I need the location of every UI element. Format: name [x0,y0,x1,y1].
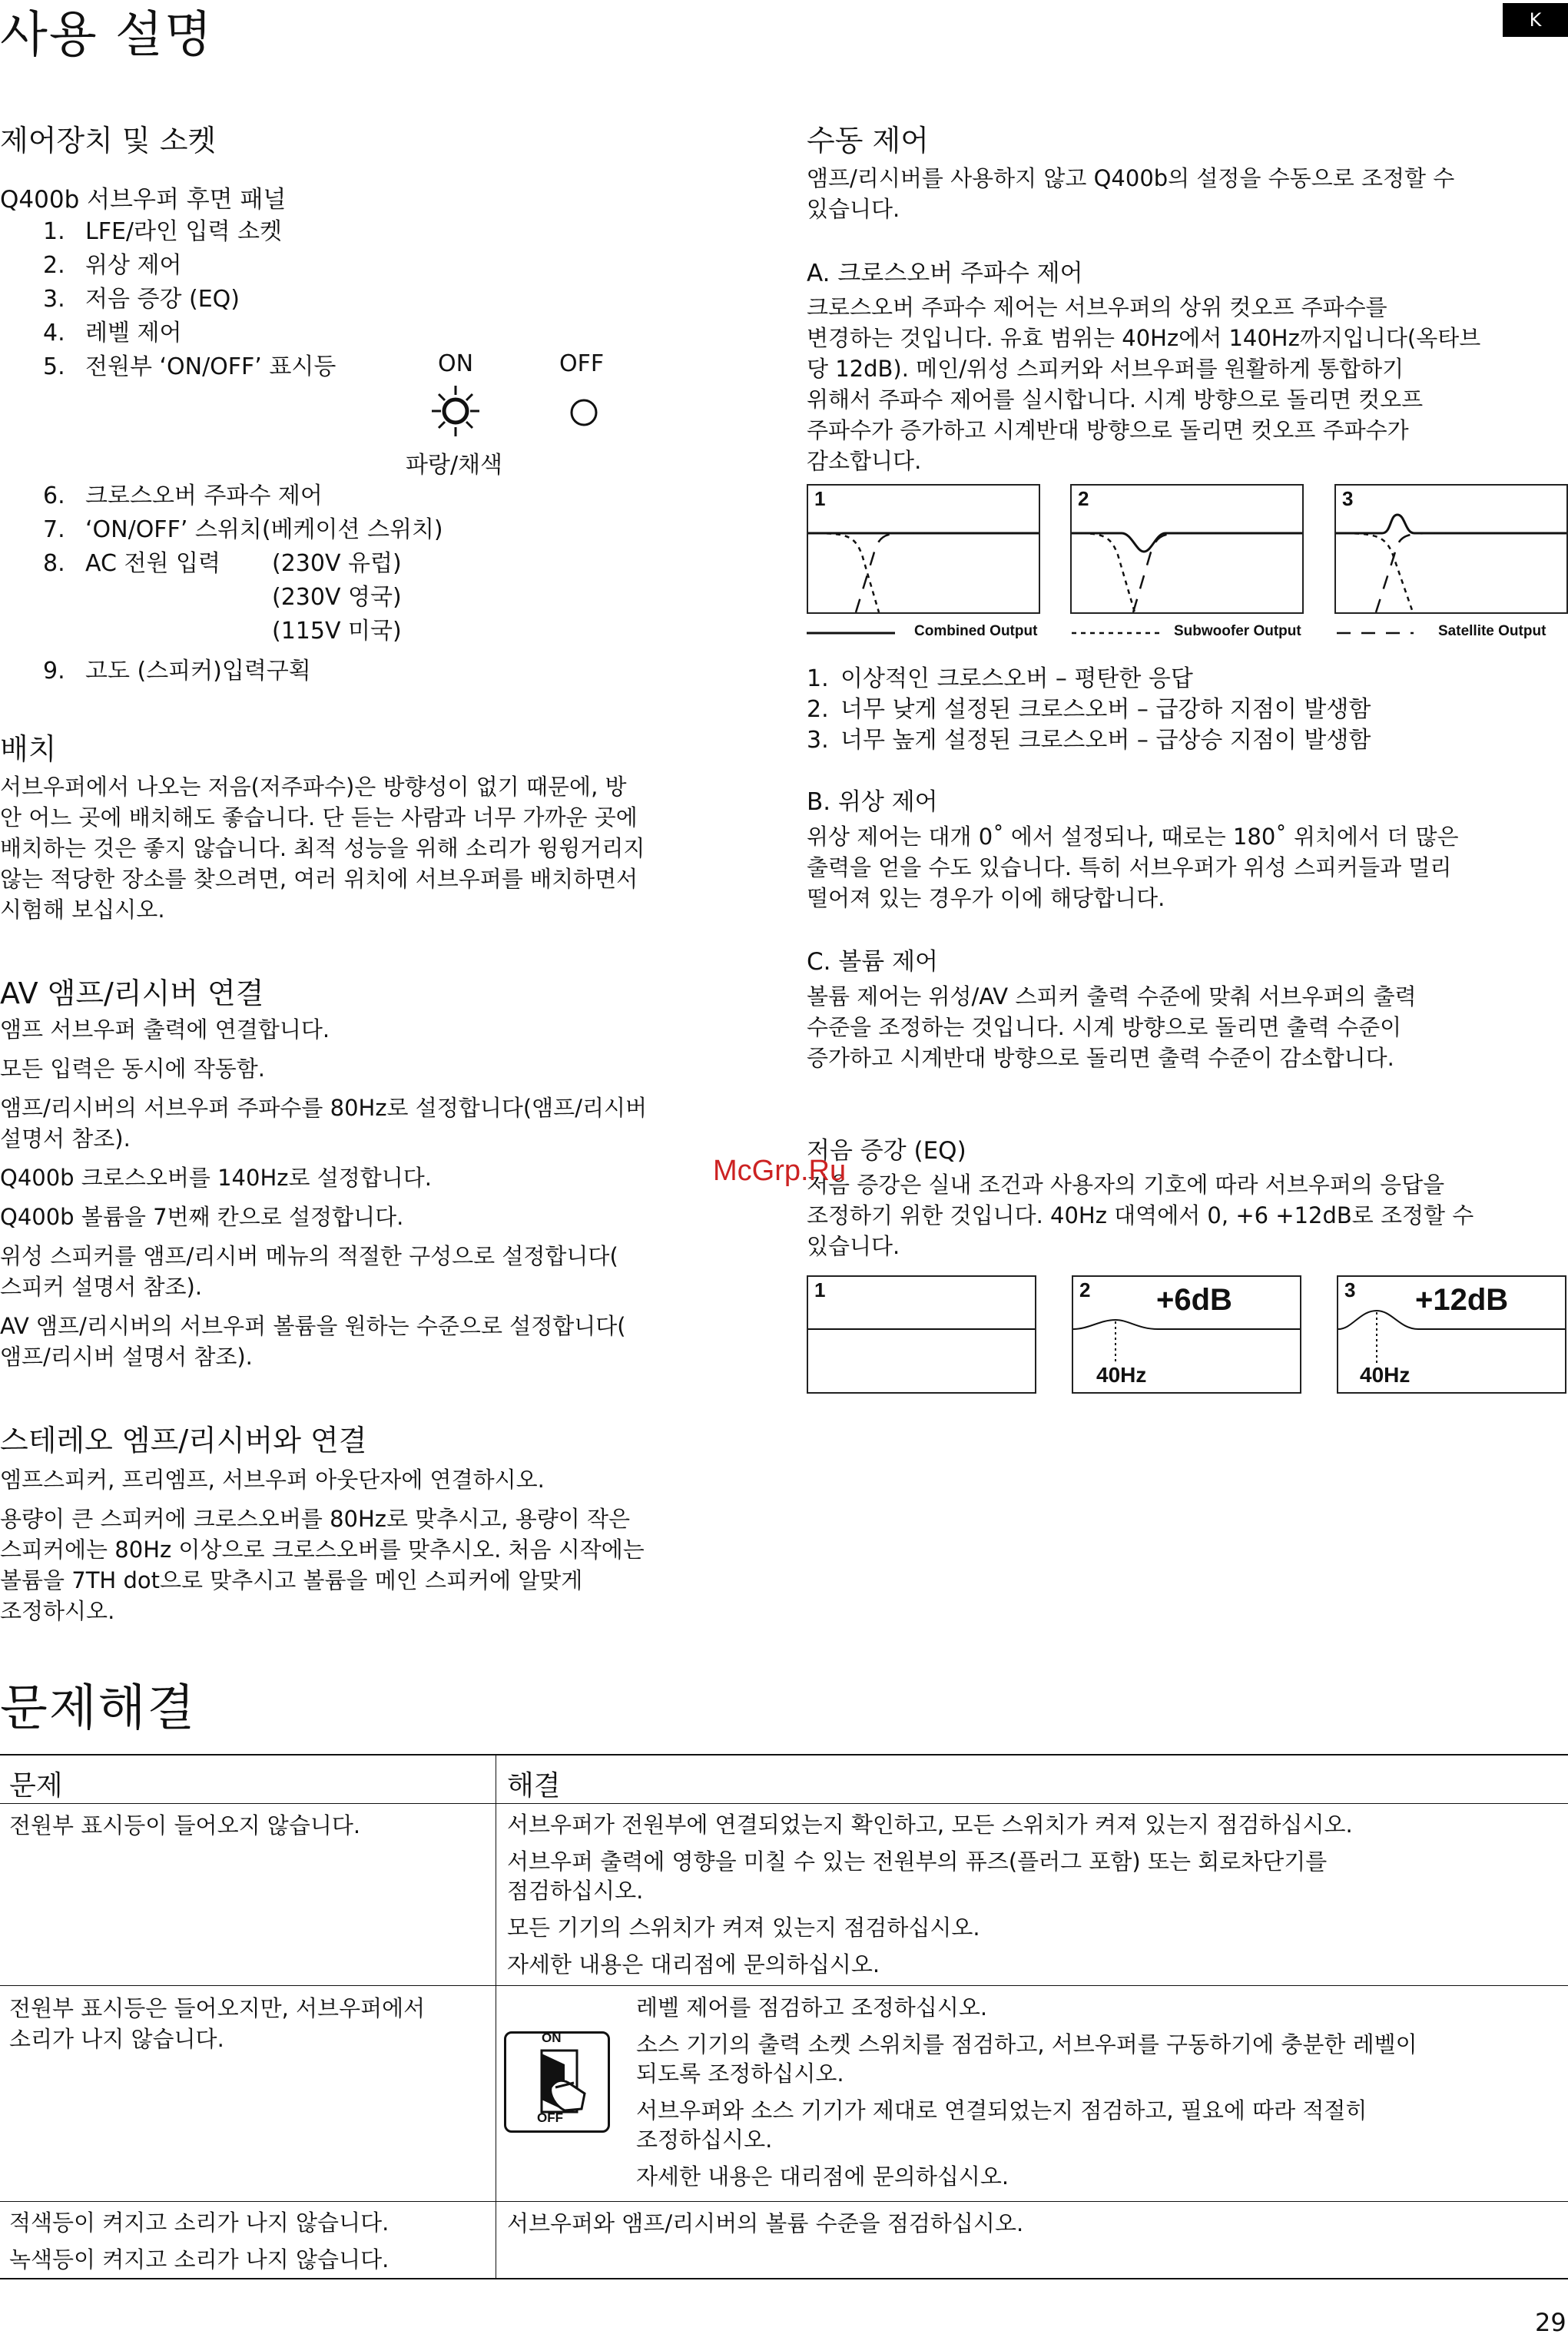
stereo-text: 엠프스피커, 프리엠프, 서브우퍼 아웃단자에 연결하시오. 용량이 큰 스피커에 크로스오버를 80Hz로 맞추시고, 용량이 작은 스피커에는 80Hz 이상으로 크로스오버를 맞추시오. 처음 시작에는 볼륨을 7TH dot으로 맞추시고 볼륨을 메인 스피커에 알맞게 조정하시오. [0,1467,645,1624]
item-high-level-input: 9. 고도 (스피커)입력구획 [43,658,311,685]
crossover-heading: A. 크로스오버 주파수 제어 [807,260,1083,287]
phase-text: 위상 제어는 대개 0˚ 에서 설정되나, 때로는 180˚ 위치에서 더 많은 출력을 얻을 수도 있습니다. 특히 서브우퍼가 위성 스피커들과 멀리 떨어져 있는 경우가 이에 해당합니다. [807,824,1459,911]
legend-subwoofer-output: Subwoofer Output [1174,623,1301,639]
controls-list-b [43,479,443,547]
eq-panel-1: 1 [807,1275,1036,1394]
list-item: 2. 위상 제어 [43,252,182,279]
av-text: 앰프 서브우퍼 출력에 연결합니다. 모든 입력은 동시에 작동함. 앰프/리시버의 서브우퍼 주파수를 80Hz로 설정합니다(앰프/리시버 설명서 참조). Q400b 크로스오버를 140Hz로 설정합니다. Q400b 볼륨을 7번째 칸으로 설정합니다. 위성 스피커를 앰프/리시버 메뉴의 적절한 구성으로 설정합니다( 스피커 설명서 참조). AV 앰프/리시버의 서브우퍼 볼륨을 원하는 수준으로 설정합니다( 앰프/리시버 설명서 참조). [0,1016,648,1370]
page-title: 사용 설명 [0,7,214,64]
list-item: 7. ‘ON/OFF’ 스위치(베케이션 스위치) [43,516,443,543]
column-header-problem: 문제 [9,1770,63,1802]
crossover-panel-3: 3 [1334,484,1568,614]
list-item: 4. 레벨 제어 [43,320,182,346]
legend-combined-output: Combined Output [914,623,1038,639]
led-off-label: OFF [559,350,605,377]
list-item: 1. LFE/라인 입력 소켓 [43,218,282,245]
panel-heading: Q400b 서브우퍼 후면 패널 [0,186,287,214]
list-item: 5. 전원부 ‘ON/OFF’ 표시등 [43,353,336,380]
crossover-curve-high [1336,486,1566,612]
solution-check-volume: 서브우퍼와 앰프/리시버의 볼륨 수준을 점검하십시오. [507,2210,1024,2236]
language-badge: K [1503,3,1568,37]
list-item: 2. 너무 낮게 설정된 크로스오버 – 급강하 지점이 발생함 [807,696,1371,723]
list-item: 1. 이상적인 크로스오버 – 평탄한 응답 [807,665,1193,692]
list-item: 3. 너무 높게 설정된 크로스오버 – 급상승 지점이 발생함 [807,727,1371,754]
led-off-icon [567,396,601,429]
problem-no-power-light: 전원부 표시등이 들어오지 않습니다. [9,1812,361,1838]
rocker-switch-icon [511,2044,603,2121]
watermark: McGrp.Ru [713,1155,847,1187]
table-row-rule [0,1985,1568,1986]
solution-no-power-light: 서브우퍼가 전원부에 연결되었는지 확인하고, 모든 스위치가 켜져 있는지 점검하십시오. 서브우퍼 출력에 영향을 미칠 수 있는 전원부의 퓨즈(플러그 포함) 또는 회로차단기를 점검하십시오. 모든 기기의 스위치가 켜져 있는지 점검하십시오. 자세한 내용은 대리점에 문의하십시오. [507,1812,1353,1978]
problem-led-no-sound: 적색등이 켜지고 소리가 나지 않습니다. 녹색등이 켜지고 소리가 나지 않습니다. [9,2210,390,2273]
table-top-rule [0,1754,1568,1756]
crossover-text: 크로스오버 주파수 제어는 서브우퍼의 상위 컷오프 주파수를 변경하는 것입니다. 유효 범위는 40Hz에서 140Hz까지입니다(옥타브 당 12dB). 메인/위성 스피커와 서브우퍼를 원활하게 통합하기 위해서 주파수 제어를 실시합니다. 시계 방향으로 돌리면 컷오프 주파수가 증가하고 시계반대 방향으로 돌리면 컷오프 주파수가 감소합니다. [807,294,1481,474]
volume-heading: C. 볼륨 제어 [807,948,938,976]
phase-heading: B. 위상 제어 [807,788,938,816]
manual-heading: 수동 제어 [807,124,929,157]
item-ac-input: 8. AC 전원 입력 [43,550,220,577]
placement-text: 서브우퍼에서 나오는 저음(저주파수)은 방향성이 없기 때문에, 방 안 어느 곳에 배치해도 좋습니다. 단 듣는 사람과 너무 가까운 곳에 배치하는 것은 좋지 않습니다. 최적 성능을 위해 소리가 윙윙거리지 않는 적당한 장소를 찾으려면, 여러 위치에 서브우퍼를 배치하면서 시험해 보십시오. [0,774,645,923]
page-number: 29 [1535,2308,1566,2337]
legend-satellite-output: Satellite Output [1438,623,1546,639]
eq-curve-flat [808,1277,1035,1392]
crossover-curve-low [1072,486,1302,612]
table-row-rule [0,2201,1568,2202]
power-switch-icon [504,2031,610,2133]
gain-plus-6db: +6dB [1156,1283,1232,1317]
switch-off-label: OFF [537,2110,563,2125]
bass-heading: 저음 증강 (EQ) [807,1137,966,1165]
troubleshooting-heading: 문제해결 [0,1680,197,1737]
list-item: 3. 저음 증강 (EQ) [43,286,240,313]
av-heading: AV 앰프/리시버 연결 [0,976,264,1010]
freq-label-40hz: 40Hz [1096,1363,1147,1387]
manual-intro: 앰프/리시버를 사용하지 않고 Q400b의 설정을 수동으로 조정할 수 있습니다. [807,165,1455,222]
switch-on-label: ON [542,2031,562,2045]
ac-voltage-options: (230V 유럽) (230V 영국) (115V 미국) [272,550,402,645]
led-on-label: ON [438,350,474,377]
crossover-cases-list [807,664,1371,756]
led-caption: 파랑/채색 [406,452,503,479]
controls-list-a [43,215,336,384]
problem-no-sound: 전원부 표시등은 들어오지만, 서브우퍼에서 소리가 나지 않습니다. [9,1995,426,2052]
placement-heading: 배치 [0,732,57,766]
solution-no-sound: 레벨 제어를 점검하고 조정하십시오. 소스 기기의 출력 소켓 스위치를 점검하고, 서브우퍼를 구동하기에 충분한 레벨이 되도록 조정하십시오. 서브우퍼와 소스 기기가 제대로 연결되었는지 점검하고, 필요에 따라 적절히 조정하십시오. 자세한 내용은 대리점에 문의하십시오. [636,1994,1417,2190]
crossover-panel-1: 1 [807,484,1040,614]
table-bottom-rule [0,2278,1568,2279]
freq-label-40hz: 40Hz [1360,1363,1411,1387]
table-header-rule [0,1803,1568,1804]
bass-text: 저음 증강은 실내 조건과 사용자의 기호에 따라 서브우퍼의 응답을 조정하기 위한 것입니다. 40Hz 대역에서 0, +6 +12dB로 조정할 수 있습니다. [807,1172,1474,1259]
controls-heading: 제어장치 및 소켓 [0,124,217,157]
eq-panel-3: 3 +12dB 40Hz [1337,1275,1566,1394]
volume-text: 볼륨 제어는 위성/AV 스피커 출력 수준에 맞춰 서브우퍼의 출력 수준을 조정하는 것입니다. 시계 방향으로 돌리면 출력 수준이 증가하고 시계반대 방향으로 돌리면 출력 수준이 감소합니다. [807,983,1417,1071]
led-on-icon [421,384,490,438]
column-header-solution: 해결 [507,1770,561,1802]
gain-plus-12db: +12dB [1415,1283,1509,1317]
list-item: 6. 크로스오버 주파수 제어 [43,482,323,509]
stereo-heading: 스테레오 엠프/리시버와 연결 [0,1424,367,1457]
eq-panel-2: 2 +6dB 40Hz [1072,1275,1301,1394]
crossover-panel-2: 2 [1070,484,1304,614]
crossover-curve-ideal [808,486,1039,612]
